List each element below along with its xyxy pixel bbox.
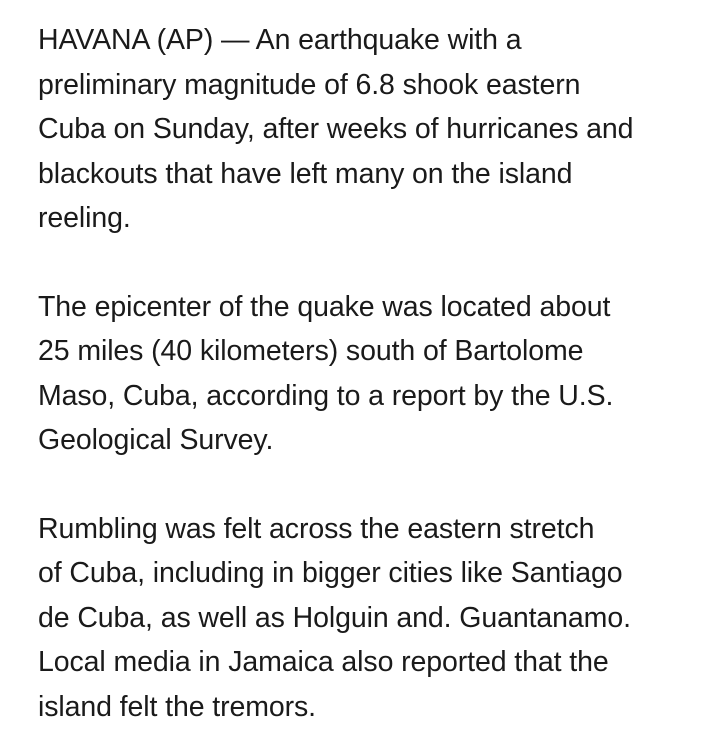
paragraph-line: Local media in Jamaica also reported that the xyxy=(38,646,609,678)
paragraph-line: island felt the tremors. xyxy=(38,690,316,723)
article-paragraph xyxy=(38,507,708,730)
paragraph-line: HAVANA (AP) — An earthquake with a xyxy=(38,24,522,56)
article-paragraph xyxy=(38,285,708,463)
paragraph-line: de Cuba, as well as Holguin and. Guantanamo. xyxy=(38,601,631,634)
paragraph-line: Maso, Cuba, according to a report by the U.S. xyxy=(38,379,614,412)
article-body xyxy=(38,18,708,729)
article-paragraph xyxy=(38,18,708,241)
paragraph-line: blackouts that have left many on the island xyxy=(38,157,573,190)
paragraph-line: 25 miles (40 kilometers) south of Bartolome xyxy=(38,335,584,367)
paragraph-line: reeling. xyxy=(38,202,131,234)
paragraph-line: The epicenter of the quake was located about xyxy=(38,290,611,323)
paragraph-line: Geological Survey. xyxy=(38,424,274,456)
paragraph-line: preliminary magnitude of 6.8 shook eastern xyxy=(38,68,581,101)
paragraph-line: Rumbling was felt across the eastern stretch xyxy=(38,512,595,545)
paragraph-line: Cuba on Sunday, after weeks of hurricanes and xyxy=(38,113,634,145)
paragraph-line: of Cuba, including in bigger cities like Santiago xyxy=(38,557,623,589)
